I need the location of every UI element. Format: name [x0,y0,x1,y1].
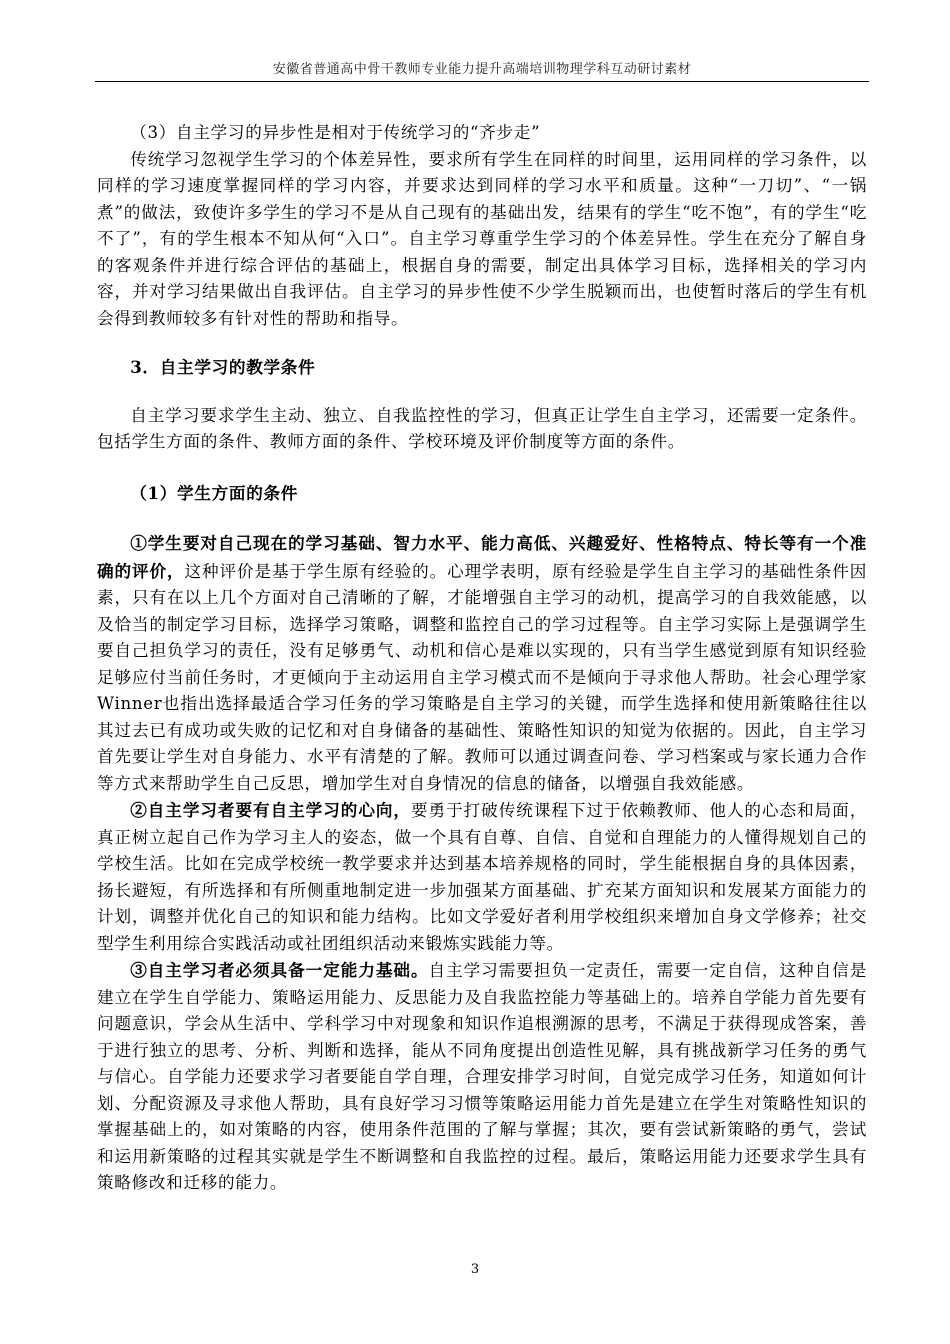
list-item-2-text: 要勇于打破传统课程下过于依赖教师、他人的心态和局面，真正树立起自己作为学习主人的姿态，做一个具有自尊、自信、自觉和自理能力的人懂得规划自己的学校生活。比如在完成学校统一教学要求并达到基本培养规格的同时，学生能根据自身的具体因素，扬长避短，有所选择和有所侧重地制定进一步加强某方面基础、扩充某方面知识和发展某方面能力的计划，调整并优化自己的知识和能力结构。比如文学爱好者利用学校组织来增加自身文学修养；社交型学生利用综合实践活动或社团组织活动来锻炼实践能力等。 [97,801,868,953]
list-item-3 [97,957,867,1197]
running-header: 安徽省普通高中骨干教师专业能力提升高端培训物理学科互动研讨素材 [272,62,692,77]
paragraph-intro: 自主学习要求学生主动、独立、自我监控性的学习，但真正让学生自主学习，还需要一定条件。包括学生方面的条件、教师方面的条件、学校环境及评价制度等方面的条件。 [97,405,867,451]
section-heading-3: 3．自主学习的教学条件 [130,357,316,377]
body-text [97,120,867,1197]
list-item-1 [97,530,867,797]
subheading-student-conditions: （1）学生方面的条件 [130,482,299,503]
list-item-1-text: 这种评价是基于学生原有经验的。心理学表明，原有经验是学生自主学习的基础性条件因素，只有在以上几个方面对自己清晰的了解，才能增强自主学习的动机，提高学习的自我效能感，以及恰当的制定学习目标，选择学习策略，调整和监控自己的学习过程等。自主学习实际上是强调学生要自己担负学习的责任，没有足够勇气、动机和信心是难以实现的，只有当学生感觉到原有知识经验足够应付当前任务时，才更倾向于主动运用自主学习模式而不是倾向于寻求他人帮助。社会心理学家Winner也指出选择最适合学习任务的学习策略是自主学习的关键，而学生选择和使用新策略往往以其过去已有成功或失败的记忆和对自身储备的基础性、策略性知识的知觉为依据的。因此，自主学习首先要让学生对自身能力、水平有清楚的了解。教师可以通过调查问卷、学习档案或与家长通力合作等方式来帮助学生自己反思，增加学生对自身情况的信息的储备，以增强自我效能感。 [97,561,867,793]
list-item-2-bold: ②自主学习者要有自主学习的心向， [130,800,411,820]
paragraph-async: 传统学习忽视学生学习的个体差异性，要求所有学生在同样的时间里，运用同样的学习条件，以同样的学习速度掌握同样的学习内容，并要求达到同样的学习水平和质量。这种“一刀切”、“一锅煮”的做法，致使许多学生的学习不是从自己现有的基础出发，结果有的学生“吃不饱”，有的学生“吃不了”，有的学生根本不知从何“入口”。自主学习尊重学生学习的个体差异性。学生在充分了解自身的客观条件并进行综合评估的基础上，根据自身的需要，制定出具体学习目标，选择相关的学习内容，并对学习结果做出自我评估。自主学习的异步性使不少学生脱颖而出，也使暂时落后的学生有机会得到教师较多有针对性的帮助和指导。 [97,149,867,328]
subheading-async: （3）自主学习的异步性是相对于传统学习的“齐步走” [130,123,541,142]
page-number: 3 [470,1262,480,1277]
list-item-2 [97,797,867,957]
list-item-3-text: 自主学习需要担负一定责任，需要一定自信，这种自信是建立在学生自学能力、策略运用能力、反思能力及自我监控能力等基础上的。培养自学能力首先要有问题意识，学会从生活中、学科学习中对现象和知识作追根溯源的思考，不满足于获得现成答案，善于进行独立的思考、分析、判断和选择，能从不同角度提出创造性见解，具有挑战新学习任务的勇气与信心。自学能力还要求学习者要能自学自理，合理安排学习时间，自觉完成学习任务，知道如何计划、分配资源及寻求他人帮助，具有良好学习习惯等策略运用能力首先是建立在学生对策略性知识的掌握基础上的，如对策略的内容，使用条件范围的了解与掌握；其次，要有尝试新策略的勇气，尝试和运用新策略的过程其实就是学生不断调整和自我监控的过程。最后，策略运用能力还要求学生具有策略修改和迁移的能力。 [97,961,868,1192]
list-item-1-bold: ①学生要对自己现在的学习基础、智力水平、能力高低、兴趣爱好、性格特点、特长等有一个准确的评价， [97,533,867,581]
list-item-3-bold: ③自主学习者必须具备一定能力基础。 [130,960,429,980]
header-rule [95,81,869,82]
